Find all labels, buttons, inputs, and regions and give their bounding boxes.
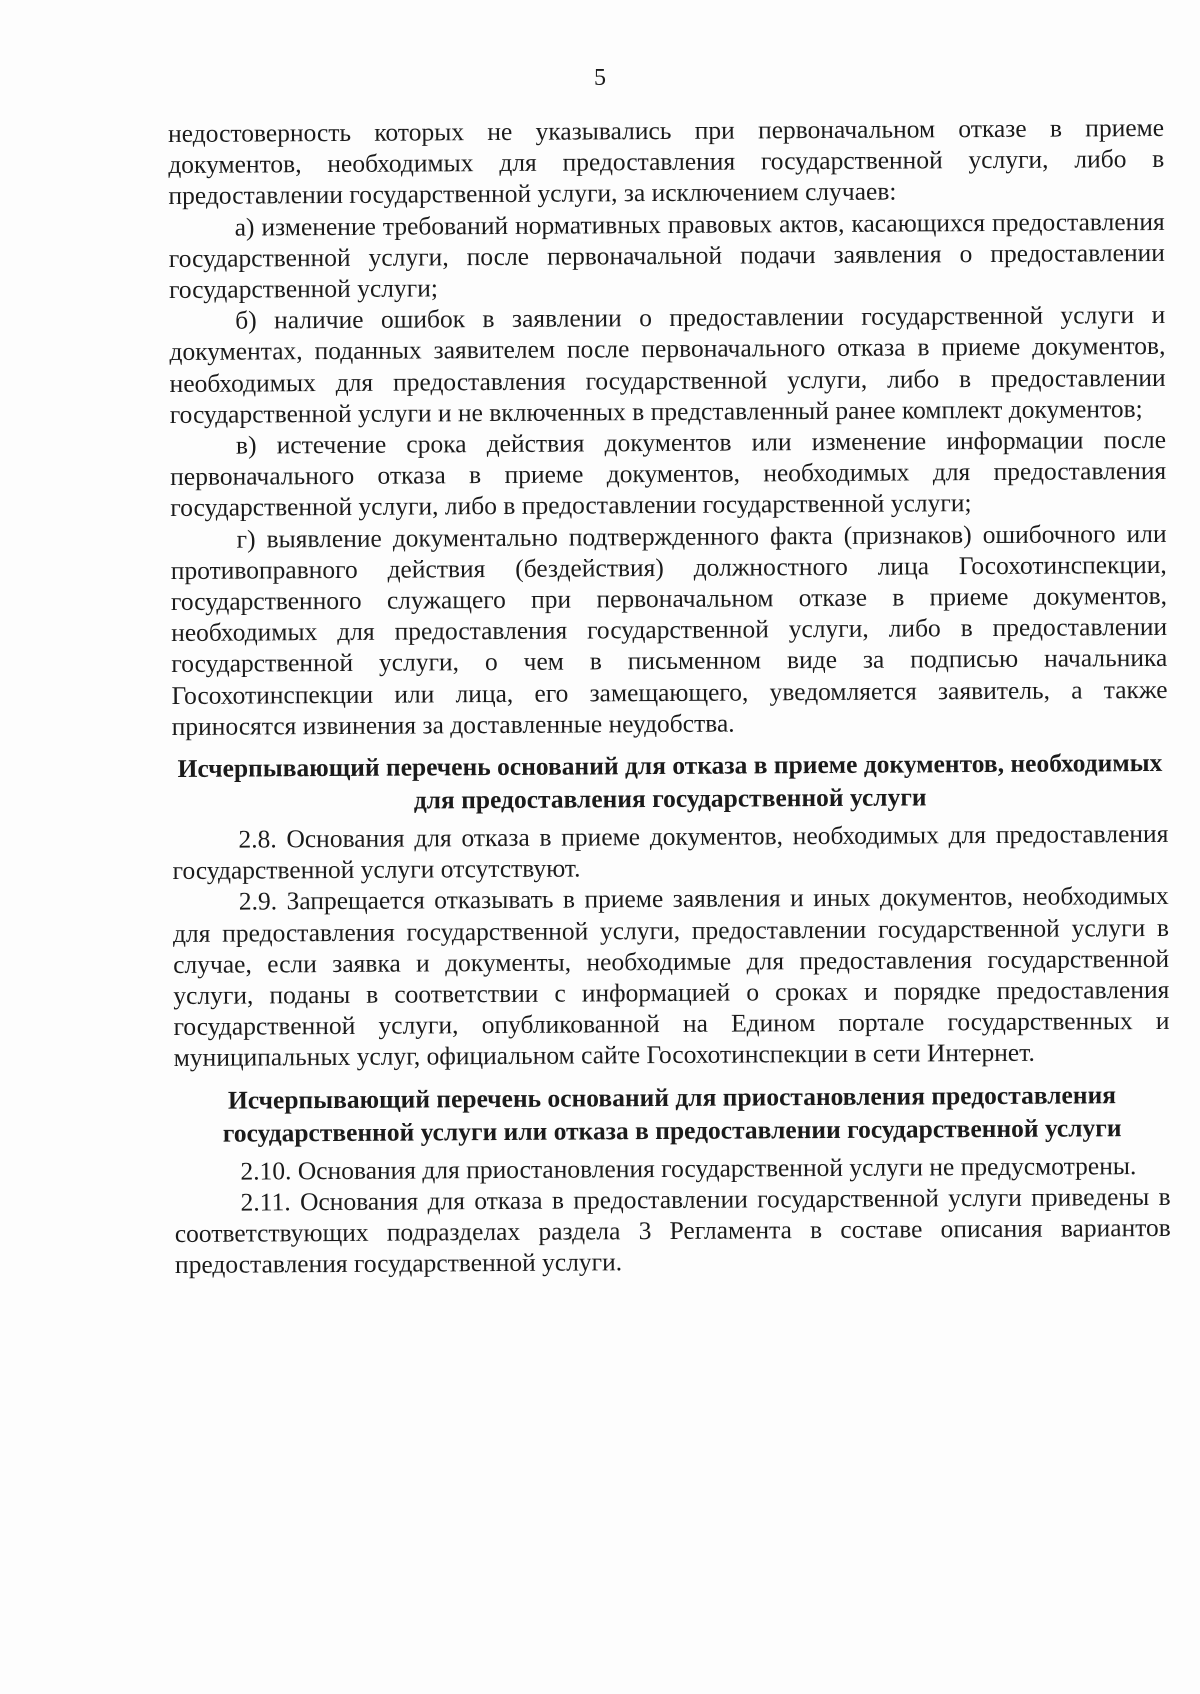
page-number: 5 <box>594 65 606 91</box>
paragraph-2-10: 2.10. Основания для приостановления государственной услуги не предусмотрены. <box>240 1150 1137 1186</box>
paragraph-item-g: г) выявление документально подтвержденного факта (признаков) ошибочного или противоправного действия (бездействия) должностного лица Госохотинспекции, государственного служащего при первоначальном отказе в приеме документов, необходимых для предоставления государственной услуги, либо в предоставлении государственной услуги, о чем в письменном виде за подписью начальника Госохотинспекции или лица, его замещающего, уведомляется заявитель, а также приносятся извинения за доставленные неудобства. <box>170 518 1168 741</box>
paragraph-item-b: б) наличие ошибок в заявлении о предоставлении государственной услуги и документах, поданных заявителем после первоначального отказа в приеме документов, необходимых для предоставления государственной услуги, либо в предоставлении государственной услуги и не включенных в представленный ранее комплект документов; <box>169 300 1166 429</box>
paragraph-2-8: 2.8. Основания для отказа в приеме документов, необходимых для предоставления государственной услуги отсутствуют. <box>172 818 1169 886</box>
section-heading-refusal-reasons: Исчерпывающий перечень оснований для отказа в приеме документов, необходимых для предоставления государственной услуги <box>177 748 1163 815</box>
document-body <box>168 112 1171 1281</box>
paragraph-2-9: 2.9. Запрещается отказывать в приеме заявления и иных документов, необходимых для предоставления государственной услуги, предоставлении государственной услуги в случае, если заявка и документы, необходимые для предоставления государственной услуги, поданы в соответствии с информацией о сроках и порядке предоставления государственной услуги, опубликованной на Едином портале государственных и муниципальных услуг, официальном сайте Госохотинспекции в сети Интернет. <box>172 881 1170 1073</box>
paragraph-2-11: 2.11. Основания для отказа в предоставлении государственной услуги приведены в соответствующих подразделах раздела 3 Регламента в составе описания вариантов предоставления государственной услуги. <box>174 1181 1171 1280</box>
section-heading-suspension-reasons: Исчерпывающий перечень оснований для приостановления предоставления государственной услуги или отказа в предоставлении государственной услуги <box>222 1079 1122 1148</box>
paragraph-item-a: а) изменение требований нормативных правовых актов, касающихся предоставления государственной услуги, после первоначальной подачи заявления о предоставлении государственной услуги; <box>168 206 1165 305</box>
paragraph-continuation: недостоверность которых не указывались при первоначальном отказе в приеме документов, необходимых для предоставления государственной услуги, либо в предоставлении государственной услуги, за исключением случаев: <box>168 112 1165 211</box>
paragraph-item-v: в) истечение срока действия документов или изменение информации после первоначального отказа в приеме документов, необходимых для предоставления государственной услуги, либо в предоставлении государственной услуги; <box>170 424 1167 523</box>
